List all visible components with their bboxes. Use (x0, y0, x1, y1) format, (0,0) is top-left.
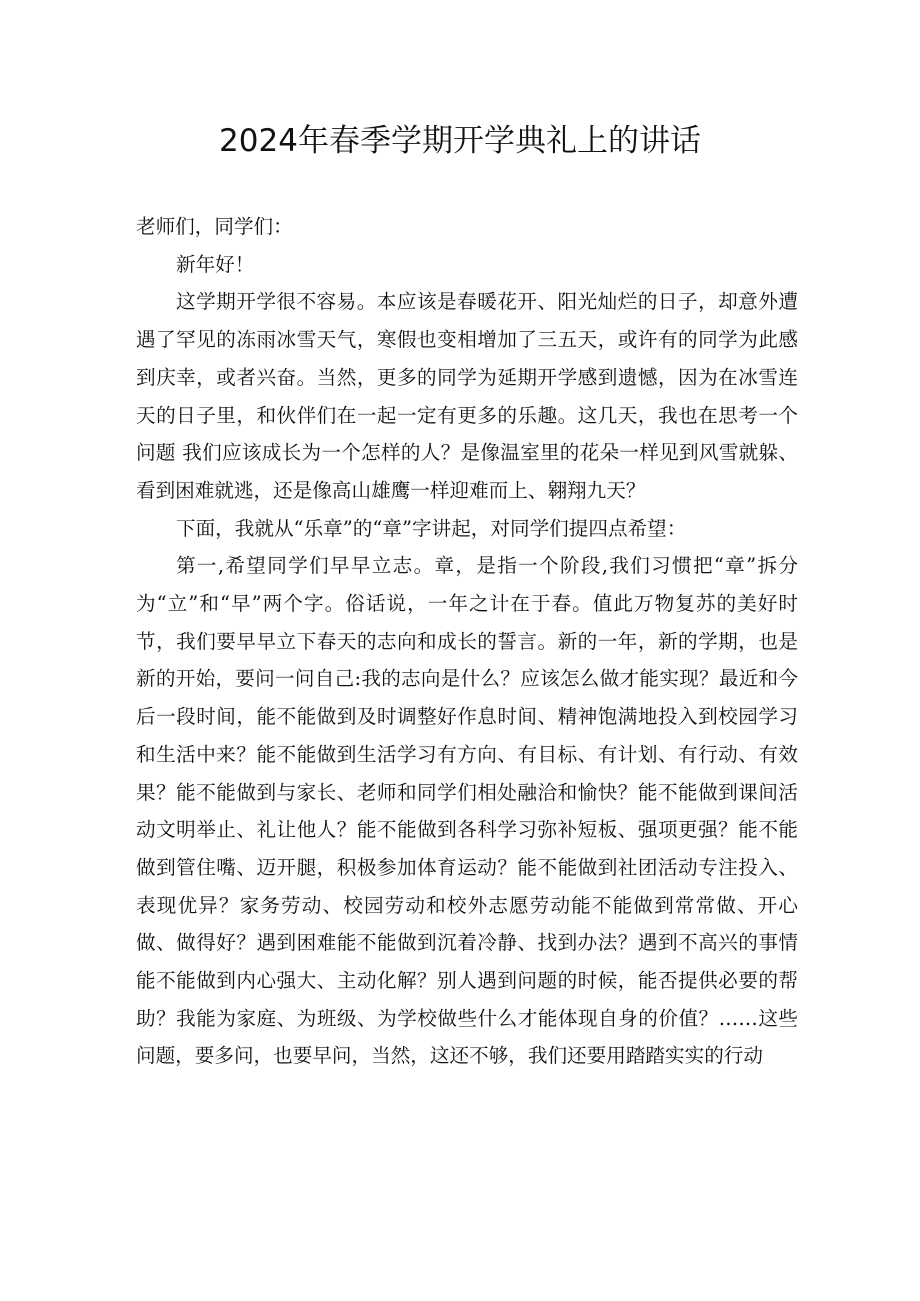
document-body (136, 208, 798, 1075)
paragraph-greeting: 新年好！ (176, 252, 255, 276)
paragraph-intro: 这学期开学很不容易。本应该是春暖花开、阳光灿烂的日子，却意外遭遇了罕见的冻雨冰雪天气，寒假也变相增加了三五天，或许有的同学为此感到庆幸，或者兴奋。当然，更多的同学为延期开学感到遗憾，因为在冰雪连天的日子里，和伙伴们在一起一定有更多的乐趣。这几天，我也在思考一个问题 我们应该成长为一个怎样的人？是像温室里的花朵一样见到风雪就躲、看到困难就逃，还是像高山雄鹰一样迎难而上、翱翔九天？ (136, 290, 798, 502)
document-title: 2024年春季学期开学典礼上的讲话 (219, 123, 701, 159)
salutation: 老师们，同学们： (136, 215, 293, 238)
paragraph-transition: 下面，我就从“乐章”的“章”字讲起，对同学们提四点希望： (176, 516, 687, 540)
paragraph-first-hope: 第一,希望同学们早早立志。章，是指一个阶段,我们习惯把“章”拆分为“立”和“早”两个字。俗话说，一年之计在于春。值此万物复苏的美好时节，我们要早早立下春天的志向和成长的誓言。新的一年，新的学期，也是新的开始，要问一问自己:我的志向是什么？应该怎么做才能实现？最近和今后一段时间，能不能做到及时调整好作息时间、精神饱满地投入到校园学习和生活中来？能不能做到生活学习有方向、有目标、有计划、有行动、有效果？能不能做到与家长、老师和同学们相处融洽和愉快？能不能做到课间活动文明举止、礼让他人？能不能做到各科学习弥补短板、强项更强？能不能做到管住嘴、迈开腿，积极参加体育运动？能不能做到社团活动专注投入、表现优异？家务劳动、校园劳动和校外志愿劳动能不能做到常常做、开心做、做得好？遇到困难能不能做到沉着冷静、找到办法？遇到不高兴的事情能不能做到内心强大、主动化解？别人遇到问题的时候，能否提供必要的帮助？我能为家庭、为班级、为学校做些什么才能体现自身的价值？……这些问题，要多问，也要早问，当然，这还不够，我们还要用踏踏实实的行动 (136, 554, 798, 1068)
